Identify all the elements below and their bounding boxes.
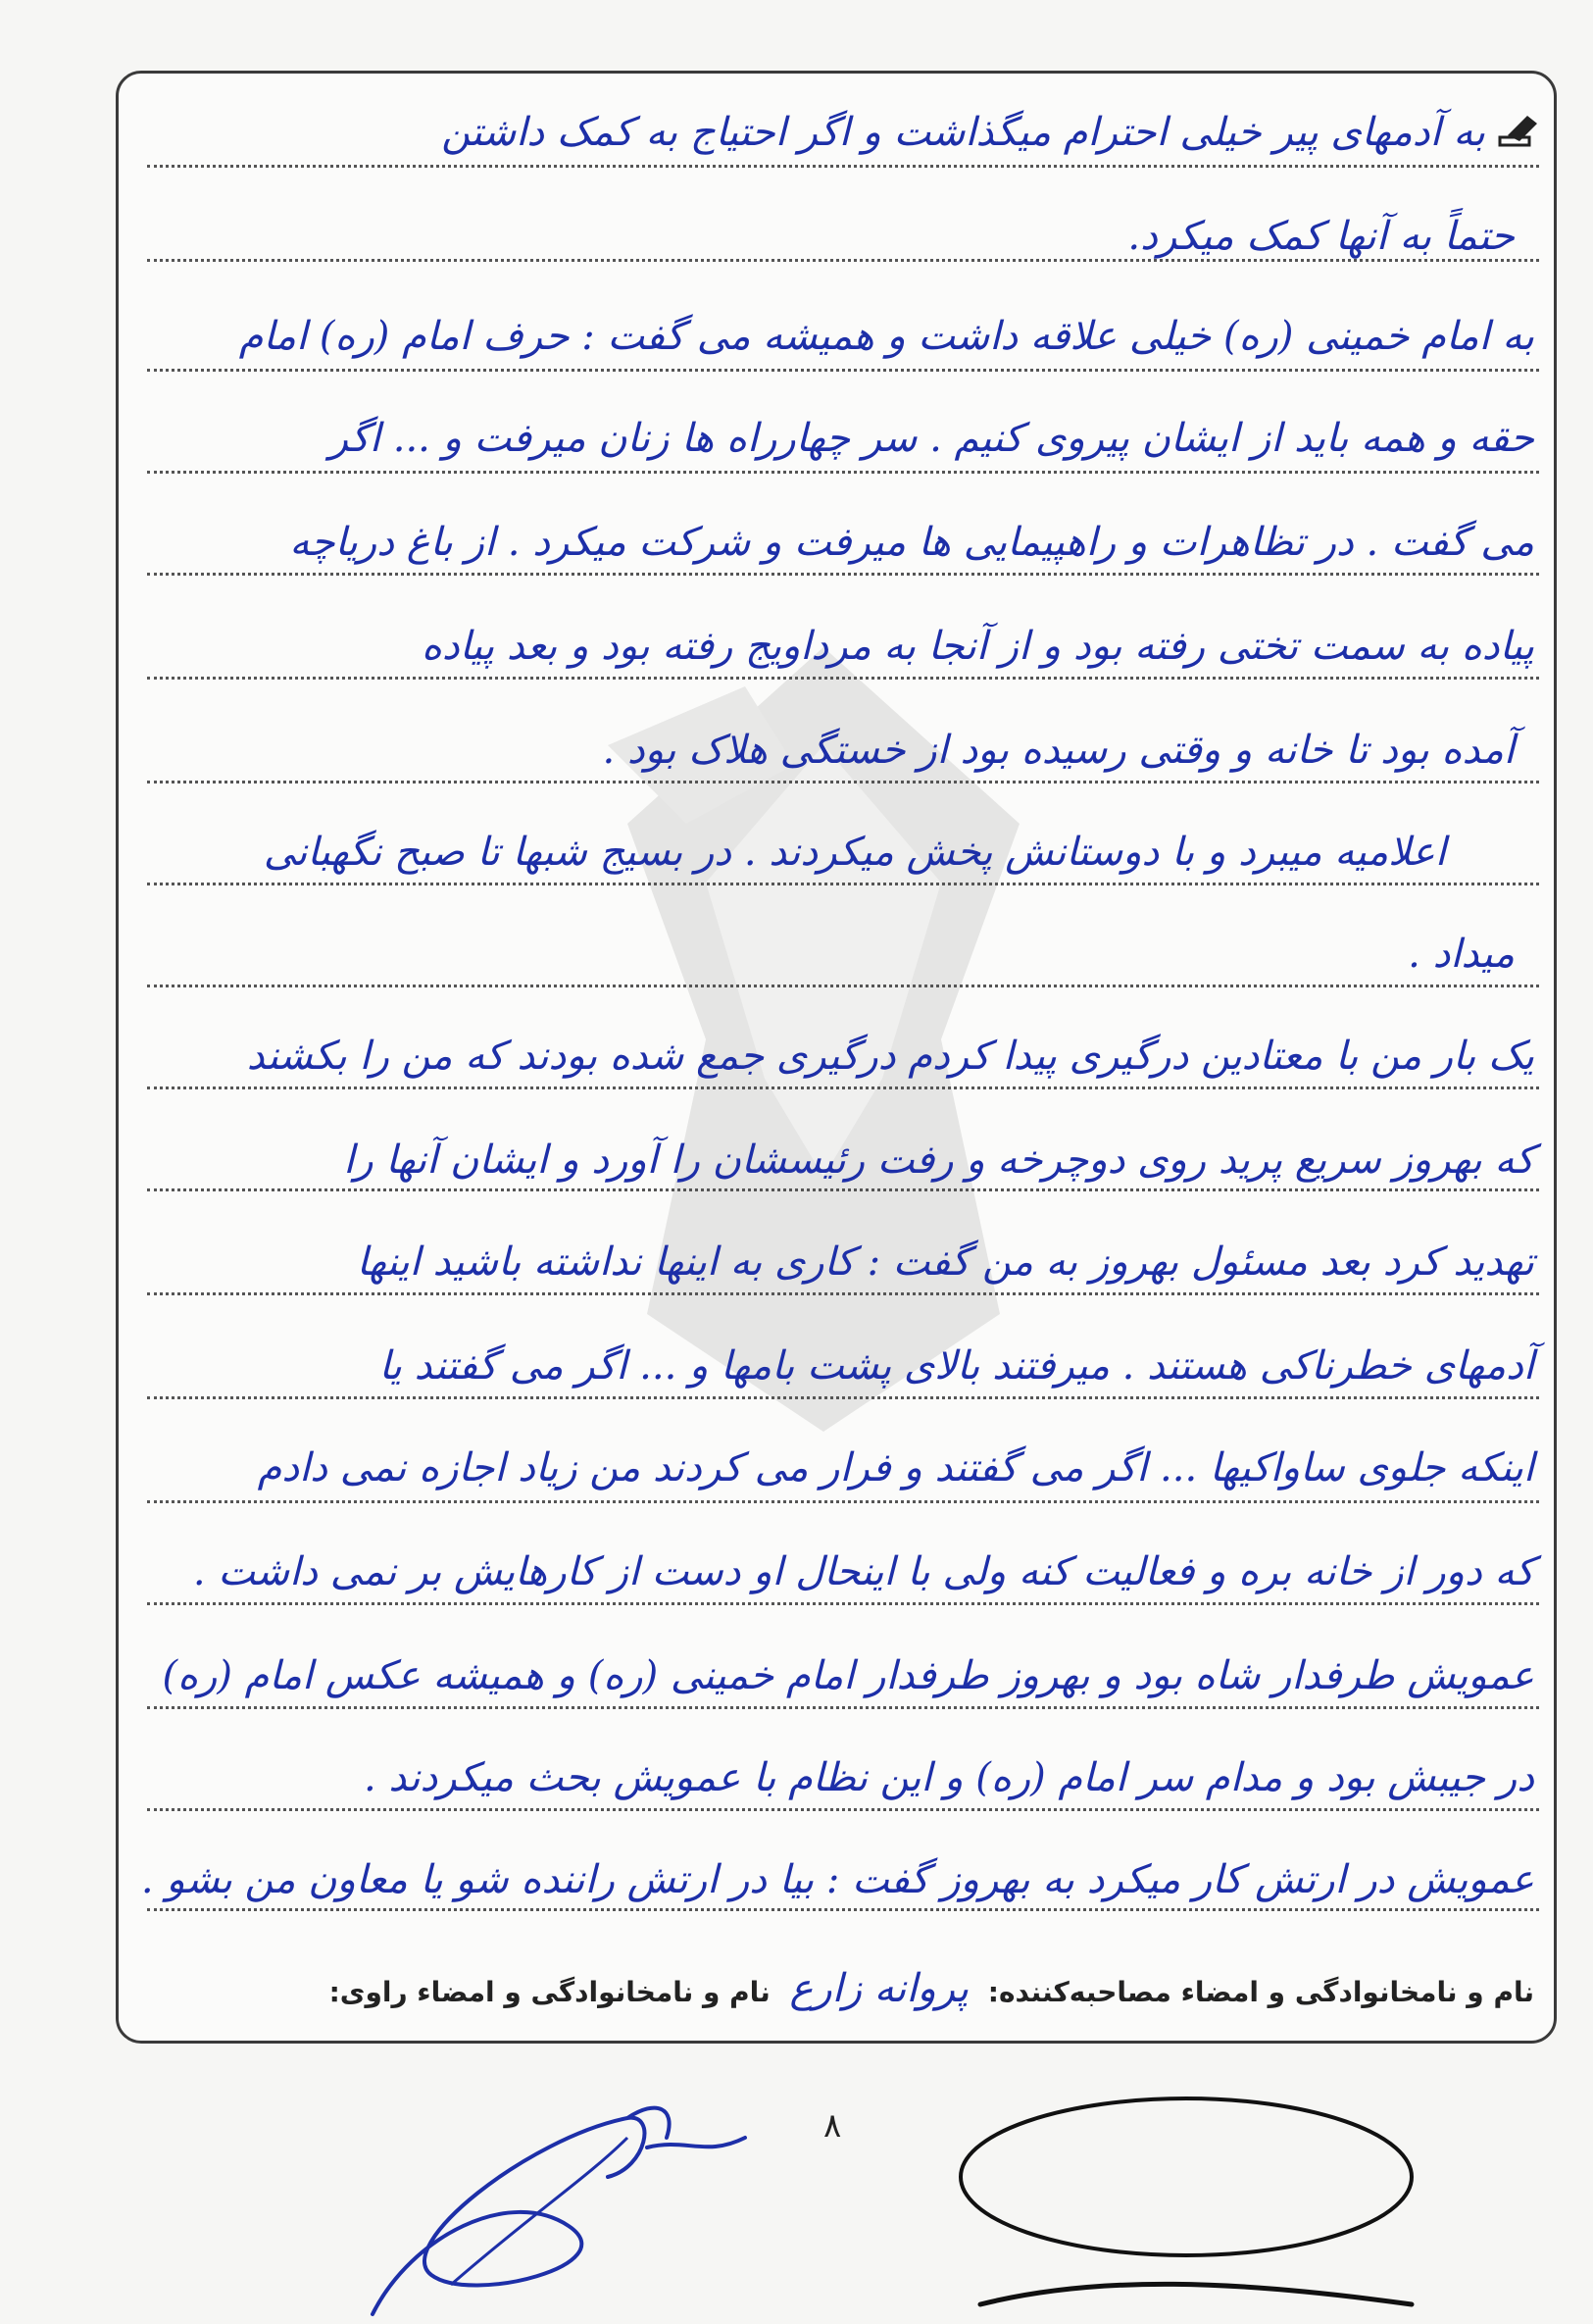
page-number: ۸ xyxy=(823,2106,842,2146)
dotted-rule xyxy=(147,781,1539,783)
interviewer-signature xyxy=(333,2079,804,2324)
handwritten-line: به امام خمینی (ره) خیلی علاقه داشت و همیشه می گفت : حرف امام (ره) امام xyxy=(238,314,1534,359)
narrator-signature xyxy=(941,2079,1451,2324)
dotted-rule xyxy=(147,883,1539,885)
handwritten-line: می گفت . در تظاهرات و راهپیمایی ها میرفت و شرکت میکرد . از باغ دریاچه xyxy=(289,520,1534,565)
dotted-rule xyxy=(147,677,1539,680)
handwritten-line: آمده بود تا خانه و وقتی رسیده بود از خستگی هلاک بود . xyxy=(602,728,1515,773)
handwritten-line: اینکه جلوی ساواکیها ... اگر می گفتند و فرار می کردند من زیاد اجازه نمی دادم xyxy=(257,1445,1534,1490)
handwritten-line: یک بار من با معتادین درگیری پیدا کردم درگیری جمع شده بودند که من را بکشند xyxy=(246,1034,1534,1079)
handwritten-line: حتماً به آنها کمک میکرد. xyxy=(1127,214,1515,259)
handwritten-line: حقه و همه باید از ایشان پیروی کنیم . سر چهارراه ها زنان میرفت و ... اگر xyxy=(328,416,1534,461)
dotted-rule xyxy=(147,1188,1539,1191)
handwritten-line: اعلامیه میبرد و با دوستانش پخش میکردند . در بسیج شبها تا صبح نگهبانی xyxy=(263,830,1446,875)
dotted-rule xyxy=(147,165,1539,168)
dotted-rule xyxy=(147,1500,1539,1503)
dotted-rule xyxy=(147,471,1539,474)
handwritten-line: تهدید کرد بعد مسئول بهروز به من گفت : کاری به اینها نداشته باشید اینها xyxy=(356,1239,1534,1285)
signature-footer xyxy=(162,1966,1534,2011)
dotted-rule xyxy=(147,259,1539,262)
dotted-rule xyxy=(147,1292,1539,1295)
dotted-rule xyxy=(147,1086,1539,1089)
interviewer-label: نام و نامخانوادگی و امضاء مصاحبه‌کننده: xyxy=(987,1976,1534,2008)
handwritten-line: میداد . xyxy=(1408,932,1515,977)
interviewer-name: پروانه زارع xyxy=(789,1966,970,2011)
dotted-rule xyxy=(147,985,1539,987)
dotted-rule xyxy=(147,1602,1539,1605)
handwritten-line: که دور از خانه بره و فعالیت کنه ولی با اینحال او دست از کارهایش بر نمی داشت . xyxy=(192,1549,1534,1594)
dotted-rule xyxy=(147,369,1539,372)
handwritten-line: عمویش در ارتش کار میکرد به بهروز گفت : بیا در ارتش راننده شو یا معاون من بشو . xyxy=(140,1857,1534,1902)
handwritten-line: در جیبش بود و مدام سر امام (ره) و این نظام با عمویش بحث میکردند . xyxy=(363,1755,1534,1800)
dotted-rule xyxy=(147,1706,1539,1709)
handwritten-line: آدمهای خطرناکی هستند . میرفتند بالای پشت بامها و ... اگر می گفتند یا xyxy=(378,1343,1534,1389)
handwritten-line: که بهروز سریع پرید روی دوچرخه و رفت رئیسشان را آورد و ایشان آنها را xyxy=(343,1137,1534,1183)
dotted-rule xyxy=(147,1908,1539,1911)
handwritten-line: پیاده به سمت تختی رفته بود و از آنجا به مرداویج رفته بود و بعد پیاده xyxy=(421,624,1534,669)
handwritten-line: عمویش طرفدار شاه بود و بهروز طرفدار امام خمینی (ره) و همیشه عکس امام (ره) xyxy=(162,1653,1534,1698)
dotted-rule xyxy=(147,573,1539,576)
dotted-rule xyxy=(147,1808,1539,1811)
ruled-lines xyxy=(147,0,1539,2059)
dotted-rule xyxy=(147,1396,1539,1399)
narrator-label: نام و نامخانوادگی و امضاء راوی: xyxy=(328,1976,771,2008)
handwritten-line: به آدمهای پیر خیلی احترام میگذاشت و اگر احتیاج به کمک داشتن xyxy=(441,110,1485,155)
